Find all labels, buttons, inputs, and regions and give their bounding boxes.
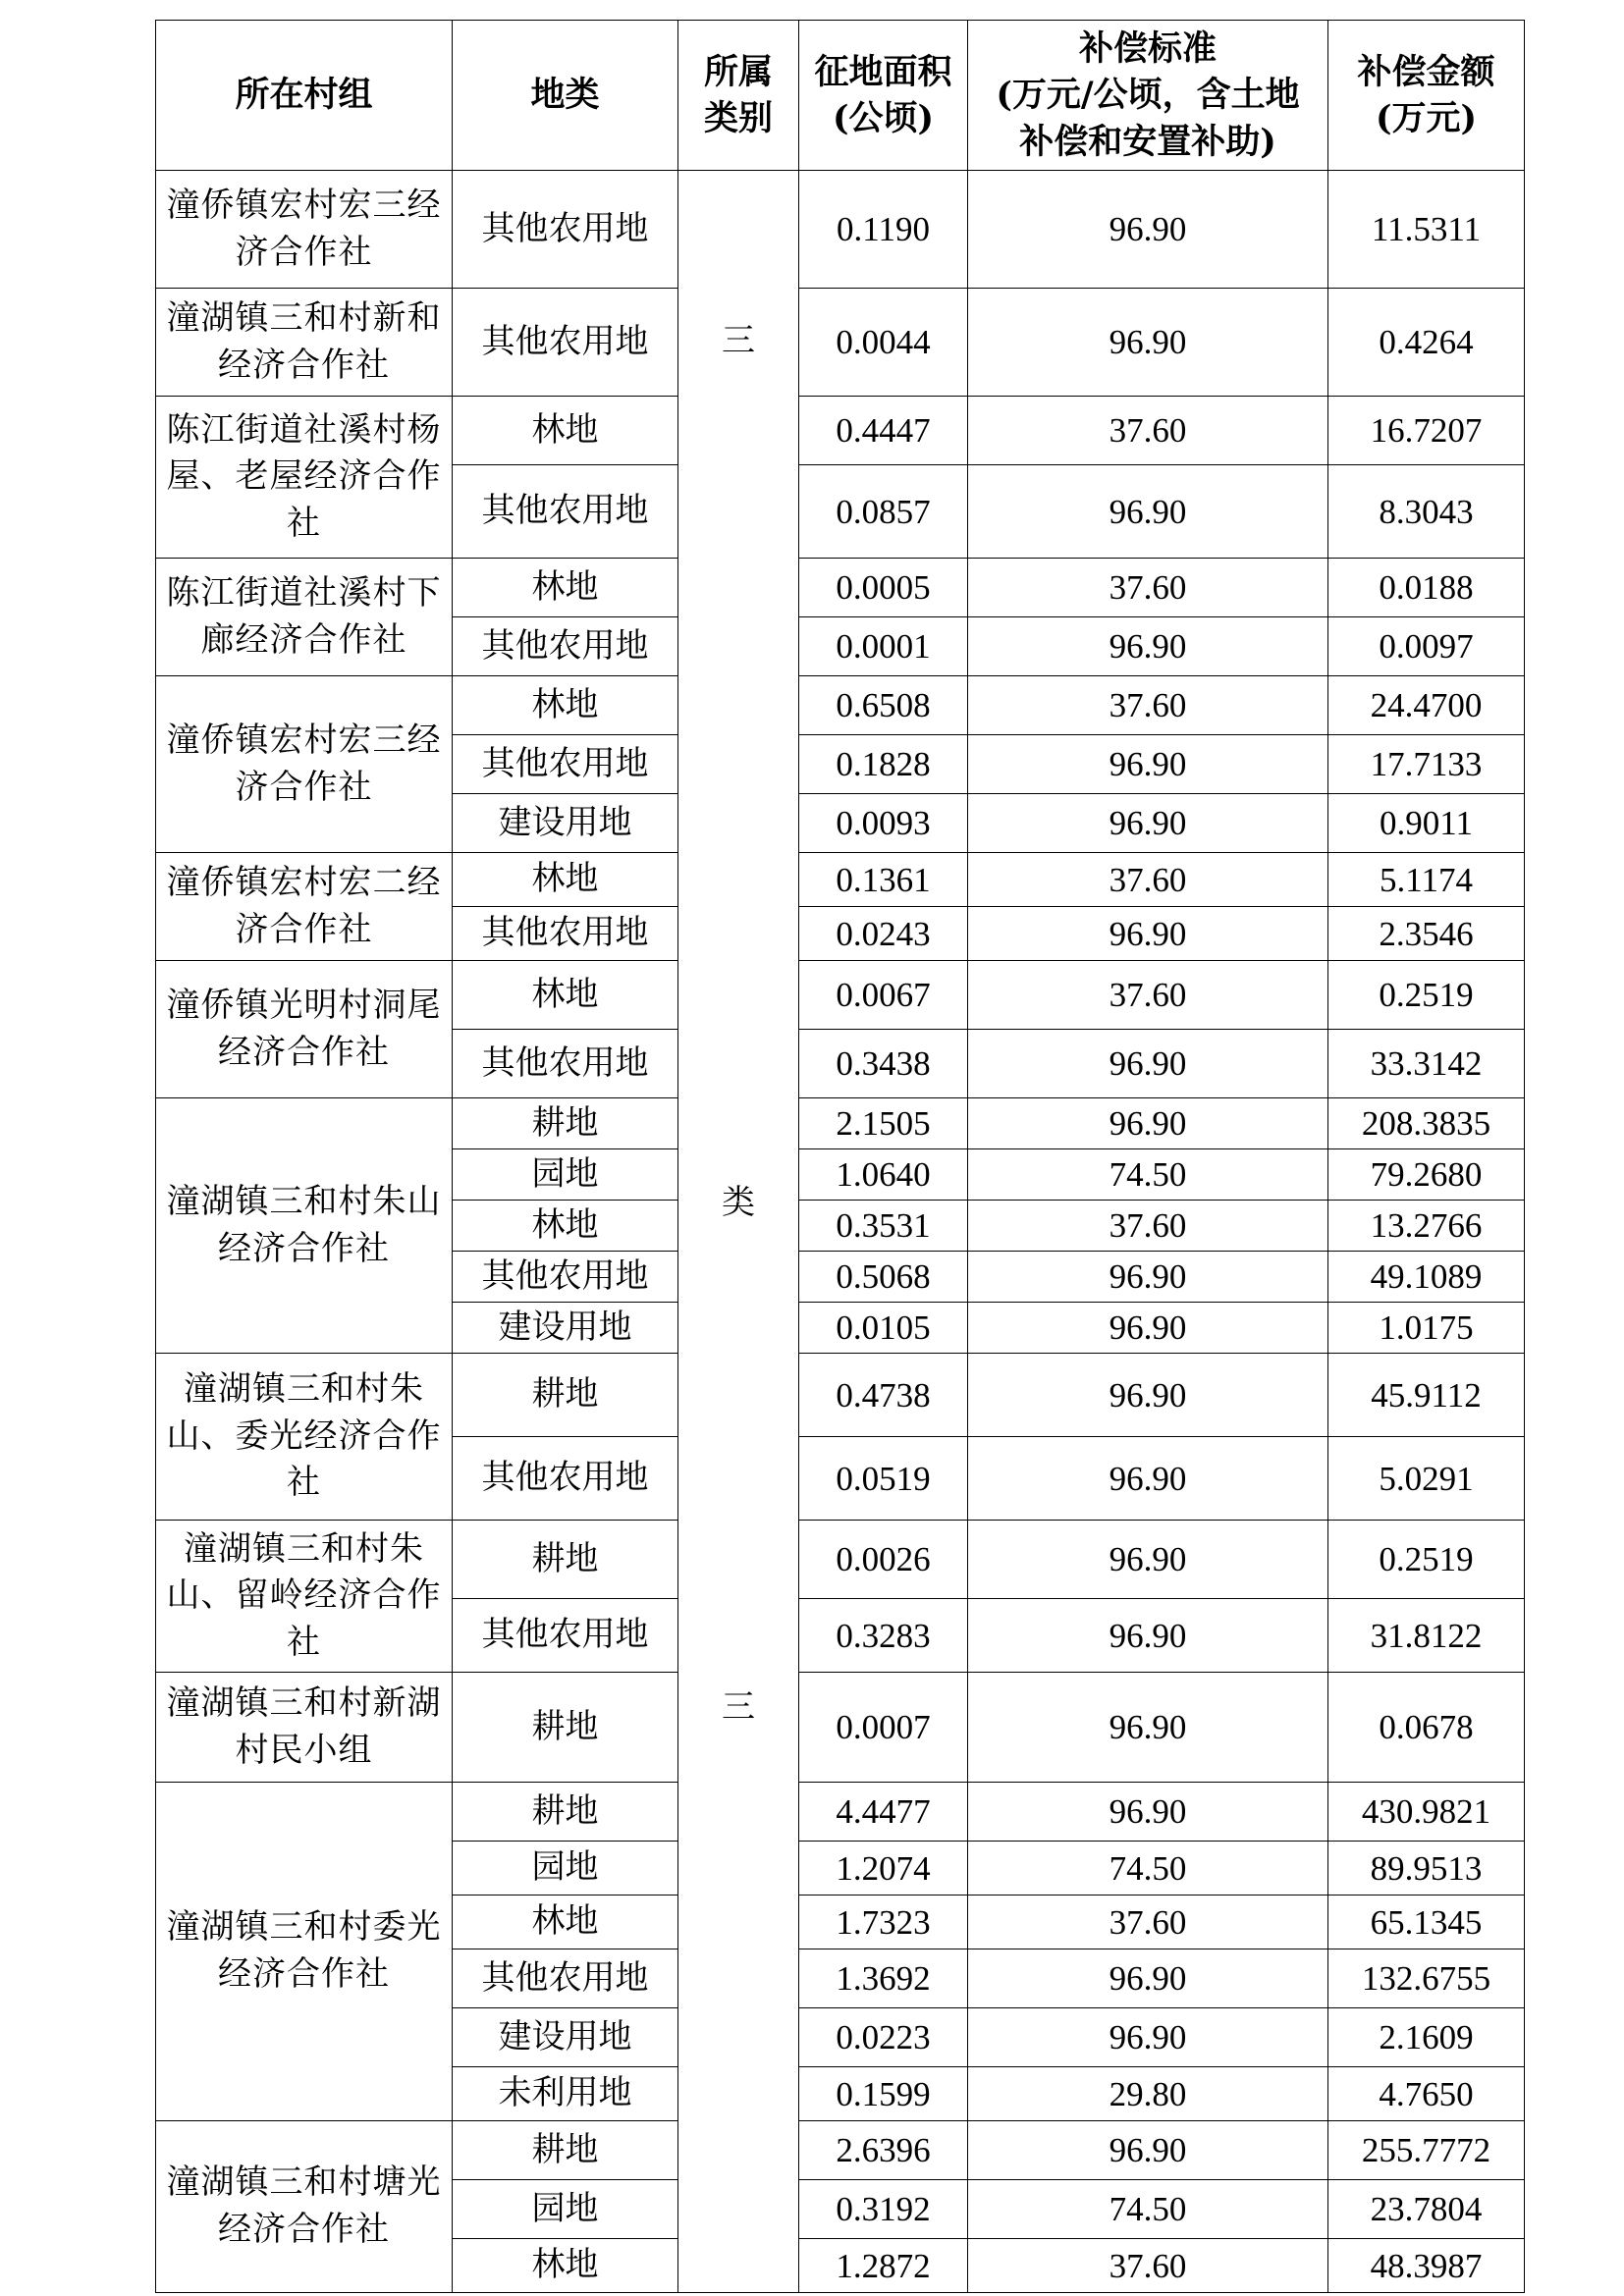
area-cell: 0.0026	[799, 1521, 968, 1599]
header-village: 所在村组	[156, 21, 453, 171]
land-type-cell: 其他农用地	[453, 465, 678, 559]
table-row	[156, 1783, 1525, 1842]
area-cell: 0.3438	[799, 1030, 968, 1098]
amount-cell: 255.7772	[1328, 2121, 1525, 2180]
village-cell: 潼侨镇宏村宏三经济合作社	[156, 676, 453, 853]
land-type-cell: 其他农用地	[453, 171, 678, 289]
area-cell: 0.0044	[799, 289, 968, 397]
area-cell: 0.0105	[799, 1303, 968, 1354]
village-cell: 潼湖镇三和村朱山、留岭经济合作社	[156, 1521, 453, 1673]
table-row	[156, 397, 1525, 465]
land-type-cell: 其他农用地	[453, 1252, 678, 1303]
area-cell: 0.5068	[799, 1252, 968, 1303]
amount-cell: 79.2680	[1328, 1149, 1525, 1201]
standard-cell: 96.90	[968, 1098, 1328, 1149]
standard-cell: 29.80	[968, 2067, 1328, 2121]
amount-cell: 2.3546	[1328, 907, 1525, 961]
land-type-cell: 林地	[453, 676, 678, 735]
village-cell: 陈江街道社溪村杨屋、老屋经济合作社	[156, 397, 453, 559]
category-mark: 类	[722, 1183, 755, 1223]
land-type-cell: 林地	[453, 961, 678, 1030]
amount-cell: 0.0678	[1328, 1673, 1525, 1783]
header-area-line1: 征地面积	[814, 51, 952, 92]
area-cell: 0.0857	[799, 465, 968, 559]
amount-cell: 0.9011	[1328, 794, 1525, 853]
area-cell: 0.4447	[799, 397, 968, 465]
table-row	[156, 853, 1525, 907]
land-type-cell: 耕地	[453, 1098, 678, 1149]
header-amount-line1: 补偿金额	[1357, 51, 1495, 92]
amount-cell: 5.0291	[1328, 1437, 1525, 1521]
land-type-cell: 耕地	[453, 1354, 678, 1437]
header-standard-line2: (万元/公顷，含土地	[996, 75, 1300, 116]
amount-cell: 89.9513	[1328, 1842, 1525, 1896]
standard-cell: 96.90	[968, 907, 1328, 961]
category-cell	[678, 735, 799, 1673]
amount-cell: 5.1174	[1328, 853, 1525, 907]
header-standard-line3: 补偿和安置补助)	[1019, 121, 1276, 162]
area-cell: 0.3192	[799, 2180, 968, 2239]
header-area-line2: (公顷)	[832, 98, 935, 138]
area-cell: 0.0001	[799, 617, 968, 676]
village-cell: 潼湖镇三和村新湖村民小组	[156, 1673, 453, 1783]
land-type-cell: 园地	[453, 1842, 678, 1896]
header-standard-line1: 补偿标准	[1078, 28, 1217, 70]
standard-cell: 96.90	[968, 1354, 1328, 1437]
land-type-cell: 园地	[453, 2180, 678, 2239]
land-type-cell: 其他农用地	[453, 617, 678, 676]
area-cell: 0.0007	[799, 1673, 968, 1783]
table-row	[156, 2121, 1525, 2180]
amount-cell: 0.2519	[1328, 1521, 1525, 1599]
amount-cell: 430.9821	[1328, 1783, 1525, 1842]
village-cell: 潼侨镇光明村洞尾经济合作社	[156, 961, 453, 1098]
area-cell: 0.3283	[799, 1599, 968, 1673]
standard-cell: 37.60	[968, 397, 1328, 465]
standard-cell: 96.90	[968, 617, 1328, 676]
land-type-cell: 耕地	[453, 1521, 678, 1599]
area-cell: 0.1828	[799, 735, 968, 794]
header-amount	[1328, 21, 1525, 171]
standard-cell: 96.90	[968, 2008, 1328, 2067]
area-cell: 2.1505	[799, 1098, 968, 1149]
amount-cell: 48.3987	[1328, 2239, 1525, 2293]
area-cell: 1.0640	[799, 1149, 968, 1201]
land-type-cell: 其他农用地	[453, 735, 678, 794]
standard-cell: 37.60	[968, 1896, 1328, 1949]
area-cell: 0.0519	[799, 1437, 968, 1521]
table-row	[156, 961, 1525, 1030]
land-type-cell: 其他农用地	[453, 1437, 678, 1521]
standard-cell: 96.90	[968, 1521, 1328, 1599]
standard-cell: 96.90	[968, 1252, 1328, 1303]
category-mark: 三	[722, 1687, 755, 1727]
land-type-cell: 林地	[453, 1896, 678, 1949]
village-cell: 潼湖镇三和村朱山、委光经济合作社	[156, 1354, 453, 1521]
standard-cell: 37.60	[968, 1201, 1328, 1252]
amount-cell: 2.1609	[1328, 2008, 1525, 2067]
table-row	[156, 1521, 1525, 1599]
header-row	[156, 21, 1525, 171]
village-cell: 潼侨镇宏村宏三经济合作社	[156, 171, 453, 289]
area-cell: 1.2074	[799, 1842, 968, 1896]
table-row	[156, 1354, 1525, 1437]
standard-cell: 37.60	[968, 961, 1328, 1030]
category-cell	[678, 1673, 799, 2293]
header-category	[678, 21, 799, 171]
standard-cell: 74.50	[968, 2180, 1328, 2239]
land-type-cell: 其他农用地	[453, 1030, 678, 1098]
village-cell: 潼侨镇宏村宏二经济合作社	[156, 853, 453, 961]
area-cell: 0.1361	[799, 853, 968, 907]
village-cell: 潼湖镇三和村新和经济合作社	[156, 289, 453, 397]
amount-cell: 1.0175	[1328, 1303, 1525, 1354]
standard-cell: 96.90	[968, 1783, 1328, 1842]
header-standard	[968, 21, 1328, 171]
land-type-cell: 其他农用地	[453, 289, 678, 397]
standard-cell: 96.90	[968, 1599, 1328, 1673]
standard-cell: 96.90	[968, 1030, 1328, 1098]
area-cell: 2.6396	[799, 2121, 968, 2180]
table-body	[156, 171, 1525, 2293]
land-type-cell: 耕地	[453, 1783, 678, 1842]
area-cell: 1.3692	[799, 1949, 968, 2008]
amount-cell: 8.3043	[1328, 465, 1525, 559]
amount-cell: 0.0097	[1328, 617, 1525, 676]
area-cell: 0.3531	[799, 1201, 968, 1252]
land-type-cell: 其他农用地	[453, 1599, 678, 1673]
area-cell: 0.1190	[799, 171, 968, 289]
land-type-cell: 林地	[453, 2239, 678, 2293]
amount-cell: 11.5311	[1328, 171, 1525, 289]
village-cell: 陈江街道社溪村下廊经济合作社	[156, 559, 453, 676]
land-type-cell: 林地	[453, 853, 678, 907]
amount-cell: 4.7650	[1328, 2067, 1525, 2121]
standard-cell: 96.90	[968, 289, 1328, 397]
amount-cell: 65.1345	[1328, 1896, 1525, 1949]
amount-cell: 17.7133	[1328, 735, 1525, 794]
standard-cell: 96.90	[968, 735, 1328, 794]
header-land-type: 地类	[453, 21, 678, 171]
area-cell: 0.4738	[799, 1354, 968, 1437]
table-row	[156, 289, 1525, 397]
area-cell: 0.1599	[799, 2067, 968, 2121]
amount-cell: 0.4264	[1328, 289, 1525, 397]
amount-cell: 132.6755	[1328, 1949, 1525, 2008]
area-cell: 1.7323	[799, 1896, 968, 1949]
compensation-table	[155, 20, 1525, 2293]
table-row	[156, 1673, 1525, 1783]
standard-cell: 96.90	[968, 465, 1328, 559]
header-area	[799, 21, 968, 171]
village-cell: 潼湖镇三和村委光经济合作社	[156, 1783, 453, 2121]
amount-cell: 31.8122	[1328, 1599, 1525, 1673]
amount-cell: 23.7804	[1328, 2180, 1525, 2239]
land-type-cell: 未利用地	[453, 2067, 678, 2121]
amount-cell: 16.7207	[1328, 397, 1525, 465]
land-type-cell: 耕地	[453, 2121, 678, 2180]
table-row	[156, 171, 1525, 289]
standard-cell: 96.90	[968, 171, 1328, 289]
area-cell: 0.6508	[799, 676, 968, 735]
land-type-cell: 林地	[453, 397, 678, 465]
land-type-cell: 其他农用地	[453, 1949, 678, 2008]
amount-cell: 24.4700	[1328, 676, 1525, 735]
area-cell: 0.0005	[799, 559, 968, 617]
standard-cell: 74.50	[968, 1842, 1328, 1896]
header-category-line2: 类别	[703, 98, 773, 138]
land-type-cell: 林地	[453, 1201, 678, 1252]
standard-cell: 37.60	[968, 559, 1328, 617]
table-row	[156, 559, 1525, 617]
standard-cell: 96.90	[968, 1303, 1328, 1354]
area-cell: 0.0243	[799, 907, 968, 961]
land-type-cell: 园地	[453, 1149, 678, 1201]
standard-cell: 96.90	[968, 794, 1328, 853]
amount-cell: 208.3835	[1328, 1098, 1525, 1149]
standard-cell: 96.90	[968, 1673, 1328, 1783]
area-cell: 1.2872	[799, 2239, 968, 2293]
standard-cell: 37.60	[968, 676, 1328, 735]
area-cell: 4.4477	[799, 1783, 968, 1842]
standard-cell: 37.60	[968, 2239, 1328, 2293]
amount-cell: 49.1089	[1328, 1252, 1525, 1303]
land-type-cell: 建设用地	[453, 794, 678, 853]
table-row	[156, 1098, 1525, 1149]
amount-cell: 0.2519	[1328, 961, 1525, 1030]
amount-cell: 33.3142	[1328, 1030, 1525, 1098]
category-mark: 三	[722, 321, 755, 360]
standard-cell: 37.60	[968, 853, 1328, 907]
header-category-line1: 所属	[703, 51, 773, 92]
standard-cell: 74.50	[968, 1149, 1328, 1201]
area-cell: 0.0093	[799, 794, 968, 853]
amount-cell: 45.9112	[1328, 1354, 1525, 1437]
amount-cell: 13.2766	[1328, 1201, 1525, 1252]
land-type-cell: 耕地	[453, 1673, 678, 1783]
land-type-cell: 林地	[453, 559, 678, 617]
village-cell: 潼湖镇三和村塘光经济合作社	[156, 2121, 453, 2293]
table-row	[156, 676, 1525, 735]
category-cell	[678, 171, 799, 735]
area-cell: 0.0223	[799, 2008, 968, 2067]
amount-cell: 0.0188	[1328, 559, 1525, 617]
header-amount-line2: (万元)	[1375, 98, 1478, 138]
standard-cell: 96.90	[968, 2121, 1328, 2180]
land-type-cell: 建设用地	[453, 2008, 678, 2067]
land-type-cell: 其他农用地	[453, 907, 678, 961]
standard-cell: 96.90	[968, 1437, 1328, 1521]
area-cell: 0.0067	[799, 961, 968, 1030]
land-type-cell: 建设用地	[453, 1303, 678, 1354]
village-cell: 潼湖镇三和村朱山经济合作社	[156, 1098, 453, 1354]
standard-cell: 96.90	[968, 1949, 1328, 2008]
